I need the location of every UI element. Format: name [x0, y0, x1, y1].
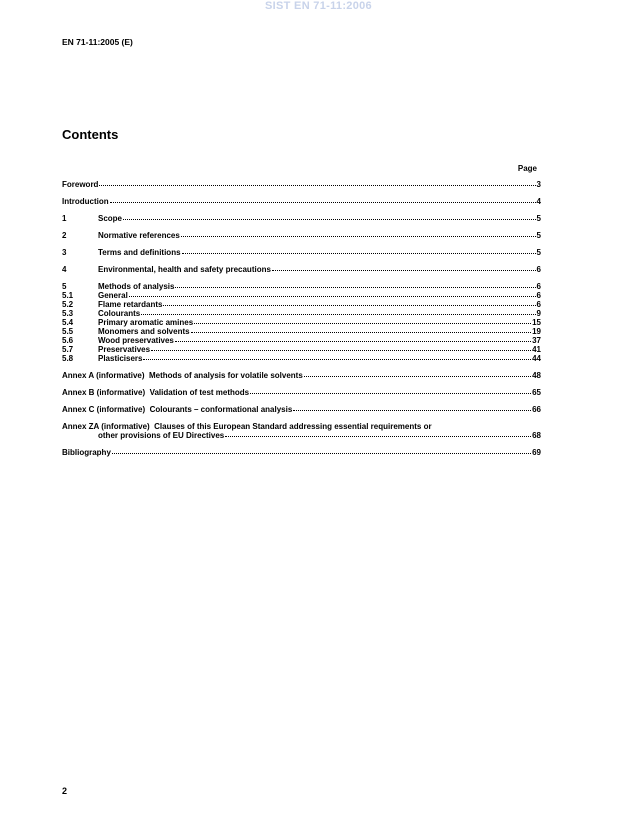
- toc-entry-monomers-solvents[interactable]: [62, 327, 541, 336]
- toc-entry-number: 5.5: [62, 327, 74, 336]
- dot-leader: [112, 453, 531, 454]
- toc-entry-title: Annex A (informative) Methods of analysis for volatile solvents: [62, 371, 303, 380]
- toc-entry-page: 3: [536, 180, 541, 189]
- toc-entry-safety-precautions[interactable]: [62, 265, 541, 274]
- toc-entry-preservatives[interactable]: [62, 345, 541, 354]
- toc-entry-title: Primary aromatic amines: [98, 318, 194, 327]
- toc-entry-normative-references[interactable]: [62, 231, 541, 240]
- table-of-contents: [62, 180, 541, 457]
- toc-entry-title: Bibliography: [62, 448, 111, 457]
- dot-leader: [175, 341, 531, 342]
- toc-entry-page: 48: [532, 371, 541, 380]
- dot-leader: [304, 376, 531, 377]
- toc-entry-number: 3: [62, 248, 67, 257]
- watermark: SIST EN 71-11:2006: [265, 0, 372, 12]
- toc-entry-page: 6: [536, 291, 541, 300]
- dot-leader: [129, 296, 536, 297]
- toc-entry-bibliography[interactable]: [62, 448, 541, 457]
- toc-entry-number: 5.4: [62, 318, 74, 327]
- contents-heading: Contents: [62, 127, 119, 142]
- toc-entry-title: Annex C (informative) Colourants – conformational analysis: [62, 405, 293, 414]
- dot-leader: [250, 393, 531, 394]
- toc-entry-colourants[interactable]: [62, 309, 541, 318]
- toc-entry-page: 15: [532, 318, 541, 327]
- toc-entry-page: 9: [536, 309, 541, 318]
- dot-leader: [143, 359, 531, 360]
- toc-entry-page: 69: [532, 448, 541, 457]
- toc-entry-page: 5: [536, 214, 541, 223]
- dot-leader: [272, 270, 536, 271]
- toc-entry-number: 5.8: [62, 354, 74, 363]
- dot-leader: [123, 219, 536, 220]
- page-number: 2: [62, 786, 68, 796]
- toc-entry-title: Annex B (informative) Validation of test methods: [62, 388, 250, 397]
- toc-entry-title: Scope: [98, 214, 123, 223]
- toc-entry-page: 5: [536, 231, 541, 240]
- toc-entry-title: Foreword: [62, 180, 99, 189]
- dot-leader: [181, 236, 536, 237]
- dot-leader: [191, 332, 532, 333]
- toc-entry-title: Normative references: [98, 231, 180, 240]
- toc-entry-title: Wood preservatives: [98, 336, 174, 345]
- dot-leader: [194, 323, 531, 324]
- dot-leader: [151, 350, 531, 351]
- toc-entry-terms-definitions[interactable]: [62, 248, 541, 257]
- toc-entry-title: Colourants: [98, 309, 141, 318]
- toc-entry-primary-aromatic-amines[interactable]: [62, 318, 541, 327]
- toc-entry-title: Methods of analysis: [98, 282, 175, 291]
- toc-entry-page: 6: [536, 300, 541, 309]
- toc-entry-page: 41: [532, 345, 541, 354]
- toc-entry-number: 5.2: [62, 300, 74, 309]
- toc-entry-number: 5: [62, 282, 67, 291]
- toc-entry-title-continuation: other provisions of EU Directives: [98, 431, 225, 440]
- toc-entry-number: 5.1: [62, 291, 74, 300]
- toc-entry-number: 5.7: [62, 345, 74, 354]
- document-id: EN 71-11:2005 (E): [62, 37, 133, 47]
- toc-entry-number: 5.3: [62, 309, 74, 318]
- toc-entry-title: Plasticisers: [98, 354, 143, 363]
- dot-leader: [110, 202, 536, 203]
- toc-entry-number: 4: [62, 265, 67, 274]
- toc-entry-page: 6: [536, 282, 541, 291]
- dot-leader: [182, 253, 536, 254]
- toc-entry-title: Introduction: [62, 197, 109, 206]
- toc-entry-plasticisers[interactable]: [62, 354, 541, 363]
- dot-leader: [163, 305, 535, 306]
- toc-entry-flame-retardants[interactable]: [62, 300, 541, 309]
- toc-entry-number: 2: [62, 231, 67, 240]
- toc-entry-introduction[interactable]: [62, 197, 541, 206]
- toc-entry-page: 37: [532, 336, 541, 345]
- toc-entry-page: 19: [532, 327, 541, 336]
- toc-entry-title: Flame retardants: [98, 300, 163, 309]
- toc-entry-title: Monomers and solvents: [98, 327, 190, 336]
- toc-entry-title: Terms and definitions: [98, 248, 181, 257]
- toc-entry-page: 65: [532, 388, 541, 397]
- toc-entry-page: 5: [536, 248, 541, 257]
- toc-entry-wood-preservatives[interactable]: [62, 336, 541, 345]
- toc-entry-annex-a[interactable]: [62, 371, 541, 380]
- toc-entry-title: General: [98, 291, 128, 300]
- toc-entry-page: 6: [536, 265, 541, 274]
- dot-leader: [225, 436, 531, 437]
- toc-entry-page: 4: [536, 197, 541, 206]
- toc-entry-title: Preservatives: [98, 345, 151, 354]
- toc-entry-annex-c[interactable]: [62, 405, 541, 414]
- toc-entry-methods-of-analysis[interactable]: [62, 282, 541, 291]
- toc-entry-page: 66: [532, 405, 541, 414]
- page-column-header: Page: [517, 164, 537, 173]
- dot-leader: [293, 410, 531, 411]
- toc-entry-title: Annex ZA (informative) Clauses of this European Standard addressing essential requirements or: [62, 422, 432, 431]
- dot-leader: [141, 314, 535, 315]
- toc-entry-number: 1: [62, 214, 67, 223]
- dot-leader: [99, 185, 535, 186]
- toc-entry-annex-za[interactable]: [62, 422, 541, 431]
- toc-entry-annex-b[interactable]: [62, 388, 541, 397]
- toc-entry-scope[interactable]: [62, 214, 541, 223]
- toc-entry-general[interactable]: [62, 291, 541, 300]
- toc-entry-annex-za-continuation[interactable]: [62, 431, 541, 440]
- toc-entry-page: 68: [532, 431, 541, 440]
- toc-entry-number: 5.6: [62, 336, 74, 345]
- toc-entry-foreword[interactable]: [62, 180, 541, 189]
- toc-entry-title: Environmental, health and safety precautions: [98, 265, 271, 274]
- toc-entry-page: 44: [532, 354, 541, 363]
- dot-leader: [175, 287, 535, 288]
